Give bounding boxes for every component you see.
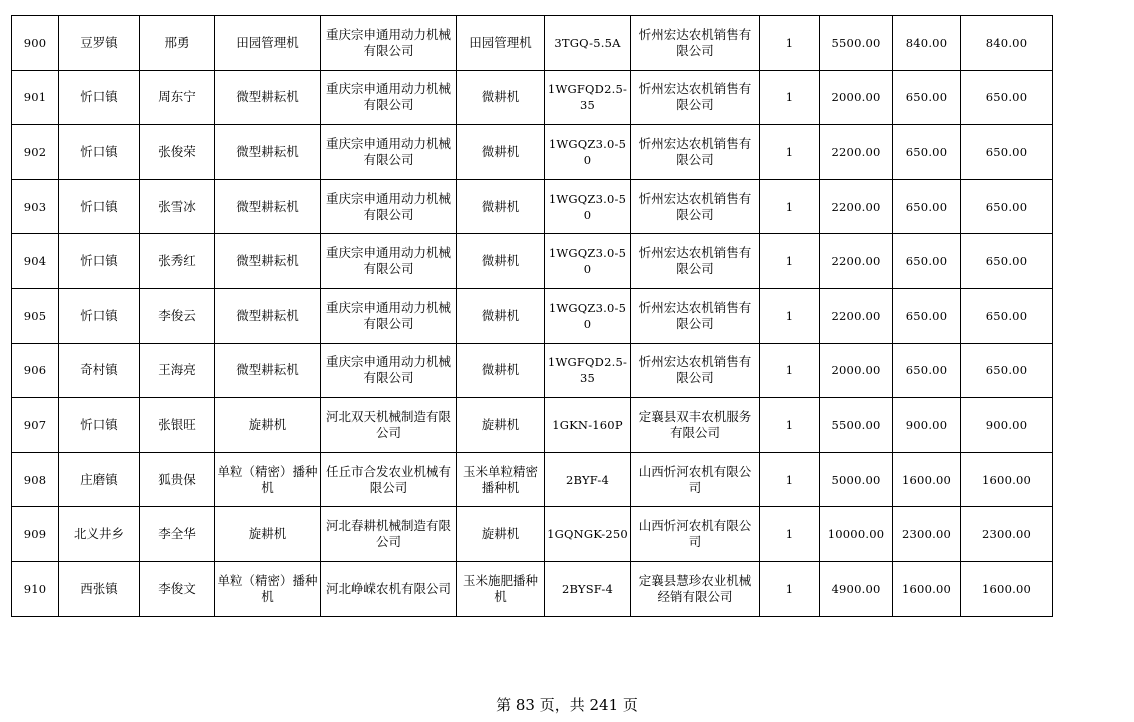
- town-cell: 忻口镇: [59, 234, 140, 289]
- subsidy-table: [11, 15, 1053, 617]
- product-name-cell: 田园管理机: [457, 16, 545, 71]
- dealer-cell: 定襄县慧珍农业机械经销有限公司: [631, 561, 760, 616]
- model-cell: 1GQNGK-250: [545, 507, 631, 562]
- product-name-cell: 微耕机: [457, 70, 545, 125]
- town-cell: 北义井乡: [59, 507, 140, 562]
- manufacturer-cell: 重庆宗申通用动力机械有限公司: [321, 288, 457, 343]
- total-subsidy-cell: 2300.00: [961, 507, 1053, 562]
- page-number: 第 83 页，共 241 页: [496, 696, 638, 714]
- model-cell: 1GKN-160P: [545, 398, 631, 453]
- total-subsidy-cell: 650.00: [961, 288, 1053, 343]
- owner-name-cell: 周东宁: [140, 70, 215, 125]
- machine-type-cell: 旋耕机: [215, 507, 321, 562]
- row-number-cell: 907: [12, 398, 59, 453]
- table-row: [12, 343, 1053, 398]
- product-name-cell: 微耕机: [457, 343, 545, 398]
- quantity-cell: 1: [760, 288, 820, 343]
- quantity-cell: 1: [760, 452, 820, 507]
- total-subsidy-cell: 650.00: [961, 234, 1053, 289]
- machine-type-cell: 微型耕耘机: [215, 343, 321, 398]
- owner-name-cell: 张俊荣: [140, 125, 215, 180]
- unit-subsidy-cell: 650.00: [893, 234, 961, 289]
- machine-type-cell: 微型耕耘机: [215, 70, 321, 125]
- sale-price-cell: 2200.00: [820, 179, 893, 234]
- dealer-cell: 忻州宏达农机销售有限公司: [631, 234, 760, 289]
- sale-price-cell: 2200.00: [820, 288, 893, 343]
- table-row: [12, 288, 1053, 343]
- unit-subsidy-cell: 650.00: [893, 125, 961, 180]
- product-name-cell: 微耕机: [457, 288, 545, 343]
- row-number-cell: 909: [12, 507, 59, 562]
- town-cell: 忻口镇: [59, 288, 140, 343]
- manufacturer-cell: 河北双天机械制造有限公司: [321, 398, 457, 453]
- unit-subsidy-cell: 650.00: [893, 70, 961, 125]
- owner-name-cell: 张银旺: [140, 398, 215, 453]
- product-name-cell: 微耕机: [457, 234, 545, 289]
- machine-type-cell: 单粒（精密）播种机: [215, 561, 321, 616]
- owner-name-cell: 王海亮: [140, 343, 215, 398]
- manufacturer-cell: 重庆宗申通用动力机械有限公司: [321, 125, 457, 180]
- town-cell: 忻口镇: [59, 70, 140, 125]
- owner-name-cell: 狐贵保: [140, 452, 215, 507]
- product-name-cell: 旋耕机: [457, 398, 545, 453]
- unit-subsidy-cell: 1600.00: [893, 452, 961, 507]
- sale-price-cell: 2200.00: [820, 125, 893, 180]
- product-name-cell: 旋耕机: [457, 507, 545, 562]
- manufacturer-cell: 河北峥嵘农机有限公司: [321, 561, 457, 616]
- table-row: [12, 452, 1053, 507]
- machine-type-cell: 微型耕耘机: [215, 288, 321, 343]
- sale-price-cell: 5500.00: [820, 398, 893, 453]
- dealer-cell: 忻州宏达农机销售有限公司: [631, 179, 760, 234]
- machine-type-cell: 微型耕耘机: [215, 179, 321, 234]
- unit-subsidy-cell: 1600.00: [893, 561, 961, 616]
- machine-type-cell: 田园管理机: [215, 16, 321, 71]
- dealer-cell: 忻州宏达农机销售有限公司: [631, 288, 760, 343]
- sale-price-cell: 2000.00: [820, 70, 893, 125]
- row-number-cell: 901: [12, 70, 59, 125]
- quantity-cell: 1: [760, 561, 820, 616]
- town-cell: 忻口镇: [59, 398, 140, 453]
- table-row: [12, 179, 1053, 234]
- manufacturer-cell: 重庆宗申通用动力机械有限公司: [321, 16, 457, 71]
- dealer-cell: 定襄县双丰农机服务有限公司: [631, 398, 760, 453]
- total-subsidy-cell: 1600.00: [961, 561, 1053, 616]
- owner-name-cell: 李俊文: [140, 561, 215, 616]
- total-subsidy-cell: 650.00: [961, 70, 1053, 125]
- table-row: [12, 398, 1053, 453]
- total-subsidy-cell: 650.00: [961, 179, 1053, 234]
- sale-price-cell: 10000.00: [820, 507, 893, 562]
- row-number-cell: 902: [12, 125, 59, 180]
- quantity-cell: 1: [760, 179, 820, 234]
- machine-type-cell: 微型耕耘机: [215, 125, 321, 180]
- product-name-cell: 微耕机: [457, 179, 545, 234]
- product-name-cell: 玉米施肥播种机: [457, 561, 545, 616]
- dealer-cell: 忻州宏达农机销售有限公司: [631, 70, 760, 125]
- total-subsidy-cell: 1600.00: [961, 452, 1053, 507]
- quantity-cell: 1: [760, 507, 820, 562]
- table-row: [12, 125, 1053, 180]
- sale-price-cell: 5000.00: [820, 452, 893, 507]
- manufacturer-cell: 重庆宗申通用动力机械有限公司: [321, 179, 457, 234]
- sale-price-cell: 2000.00: [820, 343, 893, 398]
- row-number-cell: 904: [12, 234, 59, 289]
- town-cell: 豆罗镇: [59, 16, 140, 71]
- manufacturer-cell: 重庆宗申通用动力机械有限公司: [321, 70, 457, 125]
- dealer-cell: 忻州宏达农机销售有限公司: [631, 343, 760, 398]
- total-subsidy-cell: 650.00: [961, 125, 1053, 180]
- dealer-cell: 忻州宏达农机销售有限公司: [631, 125, 760, 180]
- machine-type-cell: 旋耕机: [215, 398, 321, 453]
- town-cell: 庄磨镇: [59, 452, 140, 507]
- table-body: [12, 16, 1053, 617]
- model-cell: 1WGQZ3.0-50: [545, 288, 631, 343]
- machine-type-cell: 单粒（精密）播种机: [215, 452, 321, 507]
- dealer-cell: 山西忻河农机有限公司: [631, 452, 760, 507]
- town-cell: 奇村镇: [59, 343, 140, 398]
- sale-price-cell: 2200.00: [820, 234, 893, 289]
- model-cell: 1WGQZ3.0-50: [545, 179, 631, 234]
- total-subsidy-cell: 900.00: [961, 398, 1053, 453]
- row-number-cell: 900: [12, 16, 59, 71]
- table-row: [12, 561, 1053, 616]
- manufacturer-cell: 河北春耕机械制造有限公司: [321, 507, 457, 562]
- town-cell: 西张镇: [59, 561, 140, 616]
- quantity-cell: 1: [760, 70, 820, 125]
- unit-subsidy-cell: 650.00: [893, 179, 961, 234]
- row-number-cell: 906: [12, 343, 59, 398]
- product-name-cell: 玉米单粒精密播种机: [457, 452, 545, 507]
- sale-price-cell: 5500.00: [820, 16, 893, 71]
- town-cell: 忻口镇: [59, 179, 140, 234]
- town-cell: 忻口镇: [59, 125, 140, 180]
- unit-subsidy-cell: 650.00: [893, 343, 961, 398]
- quantity-cell: 1: [760, 125, 820, 180]
- product-name-cell: 微耕机: [457, 125, 545, 180]
- quantity-cell: 1: [760, 343, 820, 398]
- quantity-cell: 1: [760, 234, 820, 289]
- dealer-cell: 忻州宏达农机销售有限公司: [631, 16, 760, 71]
- owner-name-cell: 李全华: [140, 507, 215, 562]
- unit-subsidy-cell: 650.00: [893, 288, 961, 343]
- model-cell: 1WGFQD2.5-35: [545, 343, 631, 398]
- owner-name-cell: 李俊云: [140, 288, 215, 343]
- quantity-cell: 1: [760, 398, 820, 453]
- total-subsidy-cell: 650.00: [961, 343, 1053, 398]
- row-number-cell: 910: [12, 561, 59, 616]
- sale-price-cell: 4900.00: [820, 561, 893, 616]
- model-cell: 2BYF-4: [545, 452, 631, 507]
- row-number-cell: 908: [12, 452, 59, 507]
- dealer-cell: 山西忻河农机有限公司: [631, 507, 760, 562]
- machine-type-cell: 微型耕耘机: [215, 234, 321, 289]
- row-number-cell: 905: [12, 288, 59, 343]
- unit-subsidy-cell: 2300.00: [893, 507, 961, 562]
- table-row: [12, 507, 1053, 562]
- table-row: [12, 70, 1053, 125]
- model-cell: 2BYSF-4: [545, 561, 631, 616]
- owner-name-cell: 邢勇: [140, 16, 215, 71]
- model-cell: 1WGFQD2.5-35: [545, 70, 631, 125]
- manufacturer-cell: 任丘市合发农业机械有限公司: [321, 452, 457, 507]
- unit-subsidy-cell: 900.00: [893, 398, 961, 453]
- model-cell: 3TGQ-5.5A: [545, 16, 631, 71]
- quantity-cell: 1: [760, 16, 820, 71]
- row-number-cell: 903: [12, 179, 59, 234]
- manufacturer-cell: 重庆宗申通用动力机械有限公司: [321, 234, 457, 289]
- unit-subsidy-cell: 840.00: [893, 16, 961, 71]
- table-row: [12, 234, 1053, 289]
- manufacturer-cell: 重庆宗申通用动力机械有限公司: [321, 343, 457, 398]
- table-row: [12, 16, 1053, 71]
- total-subsidy-cell: 840.00: [961, 16, 1053, 71]
- model-cell: 1WGQZ3.0-50: [545, 234, 631, 289]
- owner-name-cell: 张雪冰: [140, 179, 215, 234]
- model-cell: 1WGQZ3.0-50: [545, 125, 631, 180]
- owner-name-cell: 张秀红: [140, 234, 215, 289]
